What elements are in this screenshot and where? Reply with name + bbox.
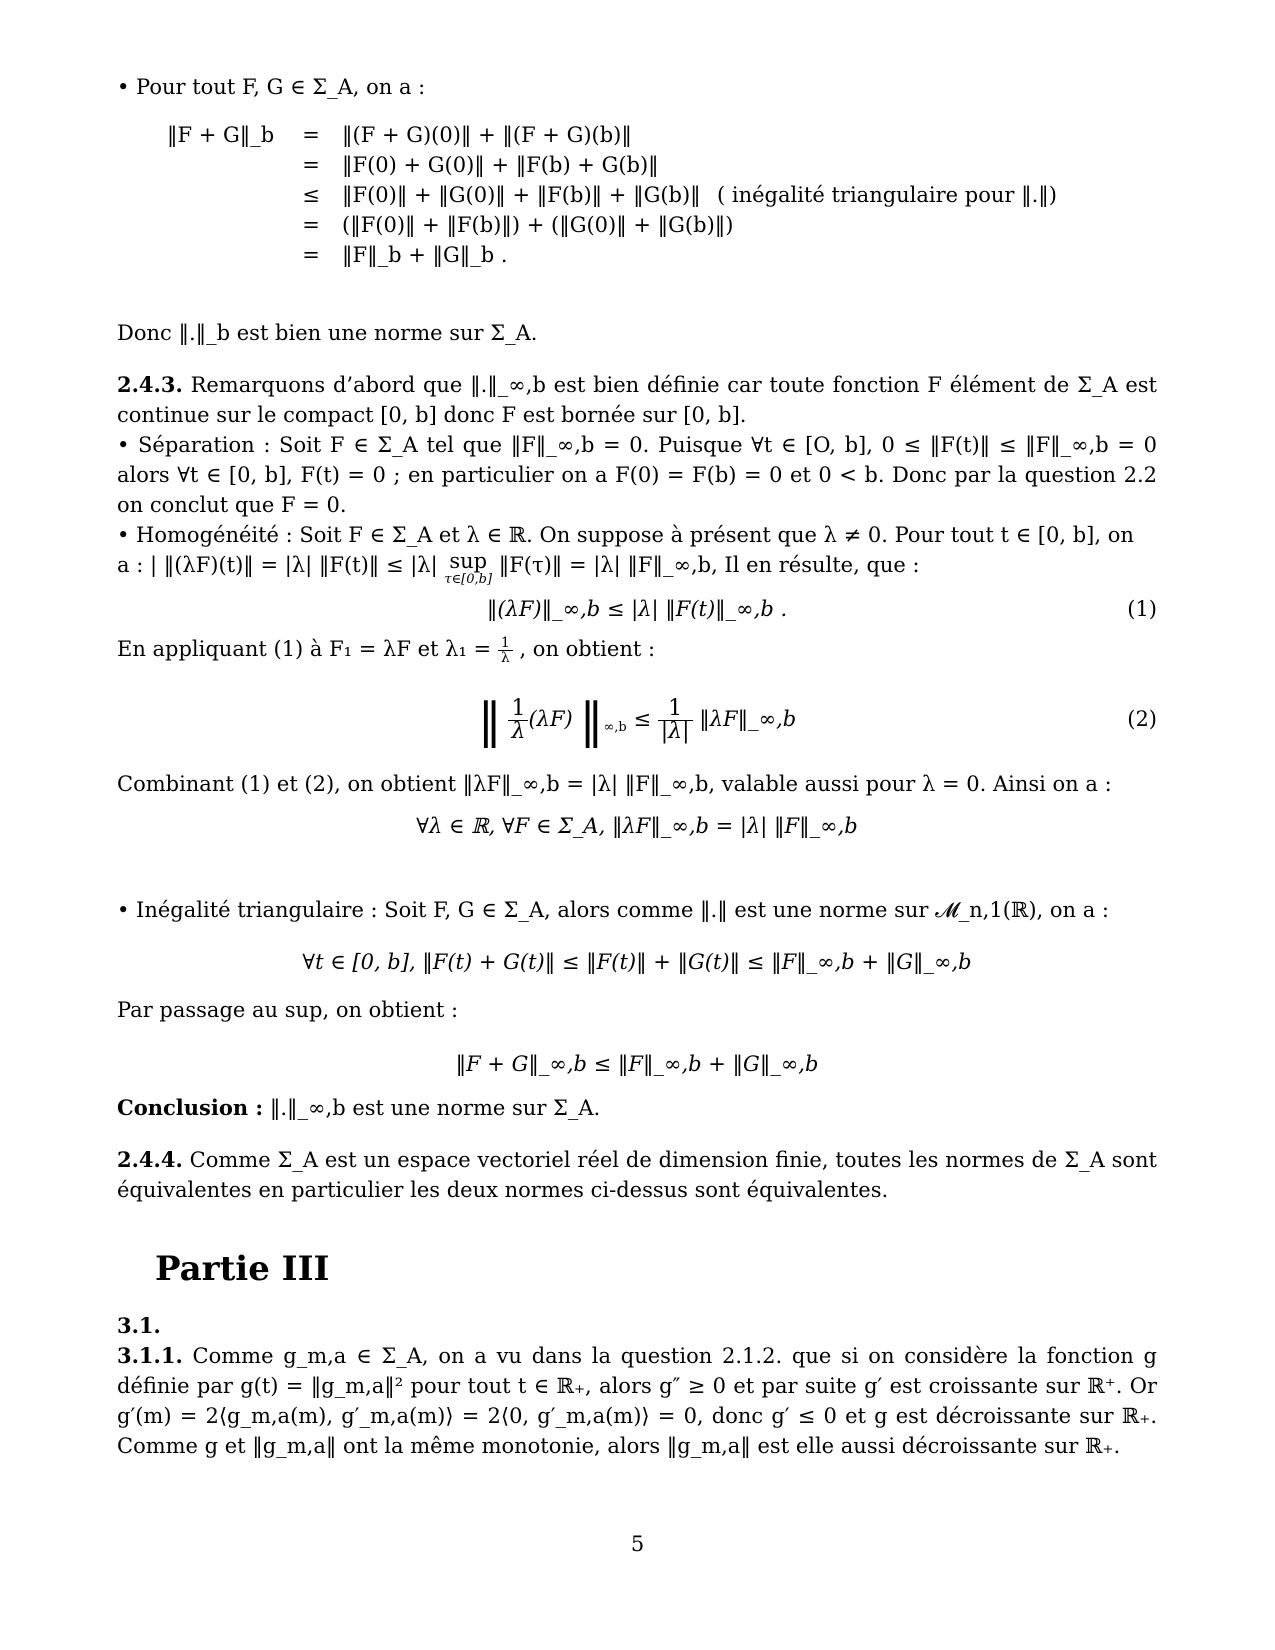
passage-line: Par passage au sup, on obtient :	[117, 998, 459, 1022]
homog-text-b: ‖F(τ)‖ = |λ| ‖F‖_∞,b, Il en résulte, que :	[498, 553, 920, 577]
section-text: Comme Σ_A est un espace vectoriel réel de dimension finie, toutes les normes de Σ_A sont équivalentes en particulier les deux normes ci-dessus sont équivalentes.	[117, 1148, 1157, 1202]
align-row	[117, 240, 1157, 270]
equation-2-body	[117, 683, 1157, 764]
donc-line: Donc ‖.‖_b est bien une norme sur Σ_A.	[117, 321, 538, 345]
align-rhs: ‖F(0) + G(0)‖ + ‖F(b) + G(b)‖	[342, 153, 659, 177]
equation-1-tag: (1)	[1127, 597, 1157, 621]
section-text: Remarquons d’abord que ‖.‖_∞,b est bien définie car toute fonction F élément de Σ_A est continue sur le compact [0, b] donc F est bornée sur [0, b].	[117, 373, 1157, 427]
appliquant-text-a: En appliquant (1) à F₁ = λF et λ₁ =	[117, 637, 492, 661]
triangle-equation: ∀t ∈ [0, b], ‖F(t) + G(t)‖ ≤ ‖F(t)‖ + ‖G(t)‖ ≤ ‖F‖_∞,b + ‖G‖_∞,b	[302, 950, 972, 974]
page-content	[117, 72, 1157, 1461]
eq2-fraction	[508, 698, 528, 743]
homogeneity-line-1: • Homogénéité : Soit F ∈ Σ_A et λ ∈ ℝ. On suppose à présent que λ ≠ 0. Pour tout t ∈ [0, b], on	[117, 523, 1134, 547]
passage-equation: ‖F + G‖_∞,b ≤ ‖F‖_∞,b + ‖G‖_∞,b	[455, 1052, 819, 1076]
combinant-line: Combinant (1) et (2), on obtient ‖λF‖_∞,b = |λ| ‖F‖_∞,b, valable aussi pour λ = 0. Ainsi on a :	[117, 772, 1112, 796]
section-3-1-label: 3.1.	[117, 1313, 161, 1338]
eq2-relation: ≤	[633, 707, 652, 731]
norm-bar-left: ‖	[477, 692, 502, 749]
appliquant-text-b: , on obtient :	[519, 637, 656, 661]
forall-equation: ∀λ ∈ ℝ, ∀F ∈ Σ_A, ‖λF‖_∞,b = |λ| ‖F‖_∞,b	[416, 814, 858, 838]
align-row	[117, 180, 1157, 210]
fraction-numerator: 1	[498, 636, 513, 651]
equation-2-tag: (2)	[1127, 707, 1157, 731]
align-rel: =	[302, 213, 320, 237]
section-label: 2.4.4.	[117, 1147, 183, 1172]
align-rel: ≤	[302, 183, 320, 207]
fraction-denominator: λ	[511, 719, 526, 744]
norm-bar-right: ‖	[579, 692, 604, 749]
section-label: 3.1.1.	[117, 1343, 183, 1368]
align-rhs: ‖F‖_b + ‖G‖_b .	[342, 243, 508, 267]
equation-1-body: ‖(λF)‖_∞,b ≤ |λ| ‖F(t)‖_∞,b .	[486, 597, 788, 621]
align-row	[117, 210, 1157, 240]
intro-line: • Pour tout F, G ∈ Σ_A, on a :	[117, 75, 426, 99]
align-rel: =	[302, 153, 320, 177]
eq2-inner: (λF)	[528, 707, 573, 731]
align-rel: =	[302, 123, 320, 147]
section-3-1-1	[117, 1341, 1157, 1461]
align-rhs: (‖F(0)‖ + ‖F(b)‖) + (‖G(0)‖ + ‖G(b)‖)	[342, 213, 734, 237]
section-text: Comme g_m,a ∈ Σ_A, on a vu dans la question 2.1.2. que si on considère la fonction g définie par g(t) = ‖g_m,a‖² pour tout t ∈ ℝ₊, alors g″ ≥ 0 et par suite g′ est croissante sur ℝ⁺. Or g′(m) = 2⟨g_m,a(m), g′_m,a(m)⟩ = 2⟨0, g′_m,a(m)⟩ = 0, donc g′ ≤ 0 et g est décroissante sur ℝ₊. Comme g et ‖g_m,a‖ ont la même monotonie, alors ‖g_m,a‖ est elle aussi décroissante sur ℝ₊.	[117, 1344, 1157, 1458]
page-number: 5	[630, 1532, 645, 1556]
align-block	[117, 120, 1157, 270]
section-label: 2.4.3.	[117, 372, 183, 397]
align-note: ( inégalité triangulaire pour ‖.‖)	[717, 183, 1057, 207]
sup-subscript: τ∈[0,b]	[444, 572, 493, 587]
equation-2	[117, 683, 1157, 755]
eq2-subscript: ∞,b	[603, 720, 627, 736]
appliquant-line	[117, 634, 1157, 665]
eq2-right-norm: ‖λF‖_∞,b	[699, 707, 797, 731]
align-lhs: ‖F + G‖_b	[167, 123, 275, 147]
eq2-right-fraction	[658, 698, 693, 743]
align-rel: =	[302, 243, 320, 267]
sup-operator	[444, 550, 492, 588]
section-2-4-4	[117, 1145, 1157, 1205]
section-2-4-3	[117, 370, 1157, 430]
conclusion-line	[117, 1093, 1157, 1123]
conclusion-text: ‖.‖_∞,b est une norme sur Σ_A.	[269, 1096, 601, 1120]
homogeneity-line-2	[117, 550, 1157, 588]
sup-label: sup	[449, 549, 488, 573]
homog-text-a: a : | ‖(λF)(t)‖ = |λ| ‖F(t)‖ ≤ |λ|	[117, 553, 438, 577]
fraction-denominator: λ	[500, 650, 510, 666]
inline-fraction	[498, 636, 513, 665]
conclusion-label: Conclusion :	[117, 1095, 264, 1120]
align-row	[117, 150, 1157, 180]
align-rhs: ‖F(0)‖ + ‖G(0)‖ + ‖F(b)‖ + ‖G(b)‖	[342, 183, 701, 207]
triangle-inequality-line: • Inégalité triangulaire : Soit F, G ∈ Σ_A, alors comme ‖.‖ est une norme sur 𝓜_n,1(ℝ), on a :	[117, 898, 1109, 922]
equation-1	[117, 592, 1157, 626]
align-rhs: ‖(F + G)(0)‖ + ‖(F + G)(b)‖	[342, 123, 632, 147]
fraction-denominator: |λ|	[660, 719, 690, 744]
fraction-numerator: 1	[508, 698, 528, 721]
separation-paragraph: • Séparation : Soit F ∈ Σ_A tel que ‖F‖_∞,b = 0. Puisque ∀t ∈ [O, b], 0 ≤ ‖F(t)‖ ≤ ‖F‖_∞,b = 0 alors ∀t ∈ [0, b], F(t) = 0 ; en particulier on a F(0) = F(b) = 0 et 0 < b. Donc par la question 2.2 on conclut que F = 0.	[117, 433, 1157, 517]
align-row	[117, 120, 1157, 150]
fraction-numerator: 1	[658, 698, 693, 721]
part-heading: Partie III	[155, 1249, 330, 1289]
